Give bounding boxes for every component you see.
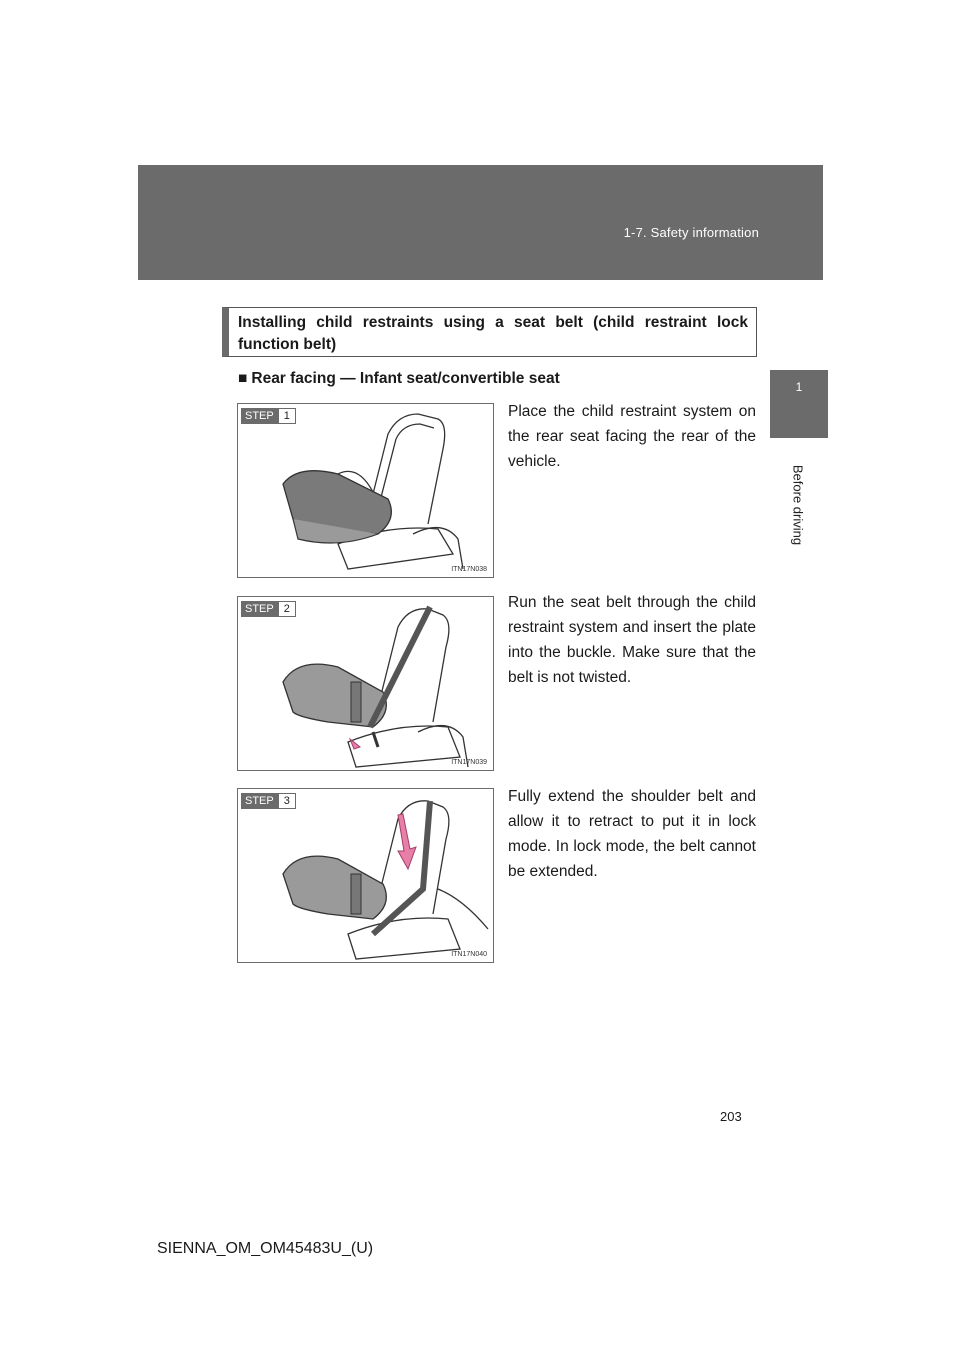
chapter-label [768,450,828,560]
step-1-text: Place the child restraint system on the rear seat facing the rear of the vehicle. [508,403,756,470]
seat-illustration-1 [238,404,494,578]
step-number: 2 [278,601,296,617]
subheading-text: Rear facing — Infant seat/convertible seat [251,370,560,387]
chapter-label-text: Before driving [790,464,806,546]
step-3-text: Fully extend the shoulder belt and allow it to retract to put it in lock mode. In lock mode, the belt cannot be extended. [508,788,756,880]
subheading [238,370,560,388]
step-2-badge [241,601,296,617]
step-1-badge [241,408,296,424]
bullet-square: ■ [238,370,248,387]
step-2-text: Run the seat belt through the child restraint system and insert the plate into the buckle. Make sure that the belt is not twisted. [508,594,756,686]
figure-code: ITN17N038 [451,566,487,573]
insert-arrow-icon [350,739,360,749]
document-id: SIENNA_OM_OM45483U_(U) [157,1240,374,1257]
chapter-number: 1 [795,380,803,394]
section-heading: Installing child restraints using a seat belt (child restraint lock function belt) [222,307,757,357]
retract-arrow-icon [398,814,416,869]
chapter-tab[interactable] [770,370,828,438]
step-number: 1 [278,408,296,424]
step-number: 3 [278,793,296,809]
page-number: 203 [720,1109,742,1124]
step-1-figure [237,403,494,578]
step-label: STEP [241,793,278,809]
seat-illustration-3 [238,789,494,963]
seat-illustration-2 [238,597,494,771]
header-band [138,165,823,280]
section-title: 1-7. Safety information [623,225,759,240]
step-3-figure [237,788,494,963]
step-label: STEP [241,408,278,424]
step-3-badge [241,793,296,809]
step-label: STEP [241,601,278,617]
figure-code: ITN17N040 [451,951,487,958]
step-2-figure [237,596,494,771]
figure-code: ITN17N039 [451,759,487,766]
